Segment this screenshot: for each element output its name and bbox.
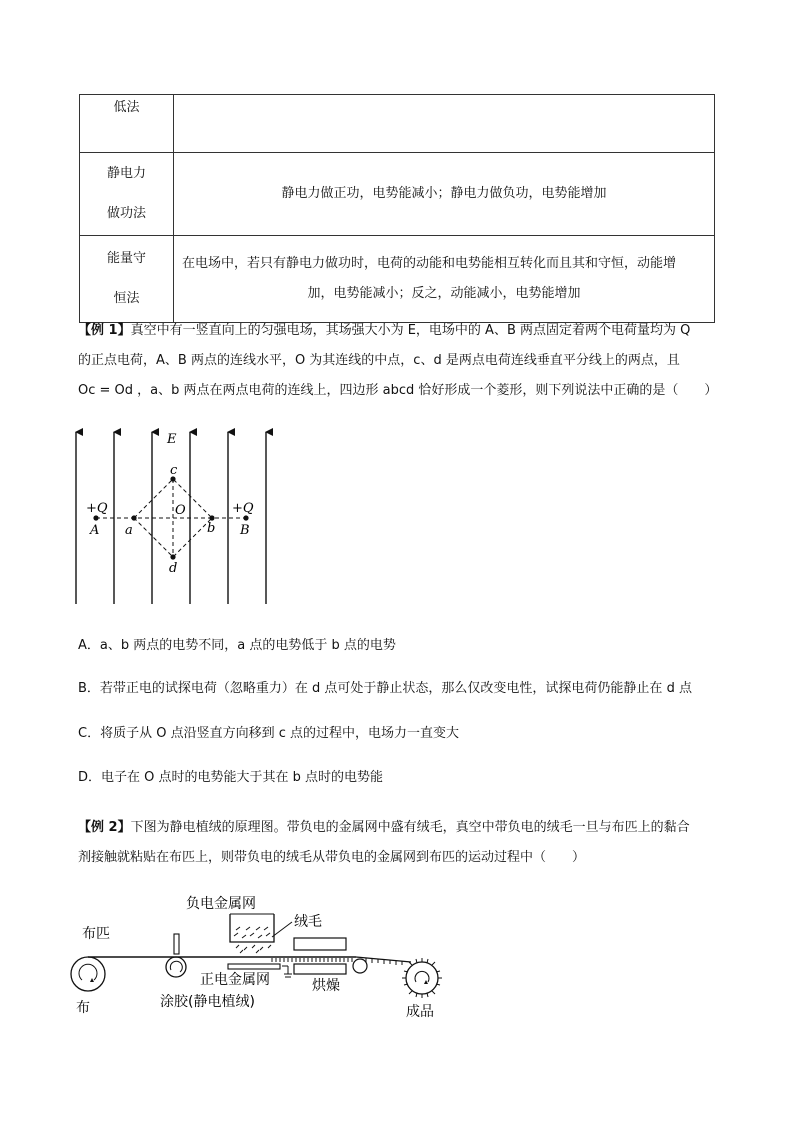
label-c: c — [170, 463, 178, 478]
method-name-cell — [80, 236, 174, 323]
label-product: 成品 — [406, 1004, 434, 1020]
example2-line1-text: 下图为静电植绒的原理图。带负电的金属网中盛有绒毛，真空中带负电的绒毛一旦与布匹上的黏合 — [130, 820, 690, 835]
cloth-roll — [71, 957, 105, 991]
method-name-cell — [80, 95, 174, 153]
label-dry: 烘燥 — [312, 978, 340, 994]
example2-line1 — [78, 813, 718, 843]
label-B: B — [240, 523, 250, 538]
product-roll — [406, 962, 438, 994]
example2-tag: 【例 2】 — [78, 820, 131, 835]
dryer-bottom — [294, 964, 346, 974]
method-name-line1: 能量守 — [106, 251, 146, 266]
methods-table — [79, 94, 715, 323]
label-E: E — [167, 432, 177, 447]
option-B: B．若带正电的试探电荷（忽略重力）在 d 点可处于静止状态，那么仅改变电性，试探电荷仍能静止在 d 点 — [78, 681, 692, 696]
label-a: a — [125, 523, 133, 538]
label-glue: 涂胶(静电植绒) — [160, 994, 255, 1010]
method-name-cell — [80, 153, 174, 236]
point-b — [209, 515, 214, 520]
label-qA: +Q — [86, 501, 108, 516]
method-name-line1: 静电力 — [106, 166, 146, 181]
method-desc-line1: 在电场中，若只有静电力做功时，电荷的动能和电势能相互转化而且其和守恒，动能增 — [182, 256, 677, 271]
example1-tag: 【例 1】 — [78, 323, 131, 338]
table-row — [80, 236, 715, 323]
dryer-top — [294, 938, 346, 950]
label-fluff: 绒毛 — [294, 914, 322, 930]
example1-line2: 的正点电荷，A、B 两点的连线水平，O 为其连线的中点，c、d 是两点电荷连线垂直平分线上的两点，且 — [78, 353, 680, 368]
point-d — [170, 554, 175, 559]
method-desc-cell — [174, 95, 715, 153]
table-row — [80, 153, 715, 236]
point-a — [131, 515, 136, 520]
example2-stem — [78, 813, 718, 873]
example2-line2: 剂接触就粘贴在布匹上，则带负电的绒毛从带负电的金属网到布匹的运动过程中（ ） — [78, 850, 586, 865]
option-D: D．电子在 O 点时的电势能大于其在 b 点时的电势能 — [78, 770, 384, 785]
fluff-particles — [234, 927, 271, 953]
label-negative-mesh: 负电金属网 — [186, 896, 256, 912]
guide-roller — [353, 959, 367, 973]
label-b: b — [207, 521, 216, 536]
method-desc-cell: 静电力做正功，电势能减小；静电力做负功，电势能增加 — [174, 153, 715, 236]
flocked-cloth — [272, 958, 352, 962]
example1-line3: Oc = Od ，a、b 两点在两点电荷的连线上，四边形 abcd 恰好形成一个菱形，则下列说法中正确的是（ ） — [78, 383, 718, 398]
option-C: C．将质子从 O 点沿竖直方向移到 c 点的过程中，电场力一直变大 — [78, 726, 459, 741]
label-d: d — [169, 561, 178, 576]
glue-blade — [174, 934, 179, 954]
method-name-line2: 做功法 — [106, 206, 146, 221]
example1-line1-text: 真空中有一竖直向上的匀强电场，其场强大小为 E，电场中的 A、B 两点固定着两个电荷量均为 Q — [130, 323, 691, 338]
method-name-line1: 低法 — [113, 100, 140, 115]
glue-roller — [166, 957, 186, 977]
label-positive-mesh: 正电金属网 — [200, 972, 270, 988]
label-cloth-strip: 布匹 — [82, 926, 110, 942]
table-row — [80, 95, 715, 153]
example1-stem — [78, 316, 718, 406]
method-desc-cell — [174, 236, 715, 323]
point-A — [93, 515, 98, 520]
point-B — [243, 515, 248, 520]
positive-metal-mesh — [228, 964, 280, 969]
example2-figure — [66, 892, 456, 1024]
example1-line1 — [78, 316, 718, 346]
label-A: A — [90, 523, 100, 538]
option-A: A．a、b 两点的电势不同，a 点的电势低于 b 点的电势 — [78, 638, 396, 653]
label-O: O — [175, 503, 186, 518]
example1-figure — [66, 426, 286, 608]
label-qB: +Q — [232, 501, 254, 516]
method-name-line2: 恒法 — [113, 291, 140, 306]
method-desc-line2: 加，电势能减小；反之，动能减小，电势能增加 — [307, 286, 581, 301]
label-cloth: 布 — [76, 1000, 90, 1016]
